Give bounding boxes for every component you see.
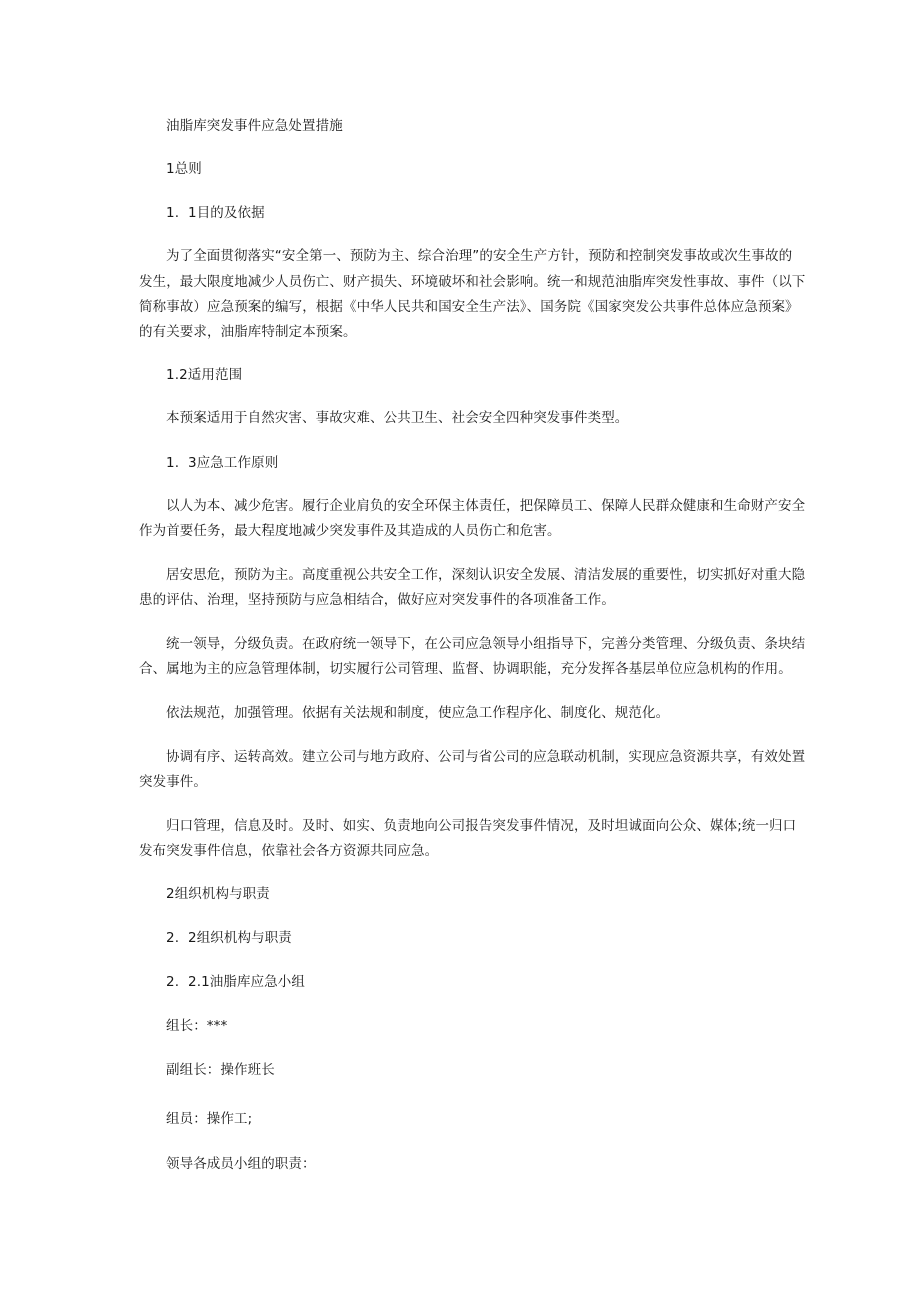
section-1-1-heading: 1目的及依据 (188, 205, 265, 221)
group-leader: 组长：*** (166, 1018, 228, 1034)
principle-prevention-line-1: 居安思危，预防为主。高度重视公共安全工作，深刻认识安全发展、清洁发展的重要性，切实抓好对重大隐 (166, 567, 806, 583)
section-2-2-1-heading: 2.1油脂库应急小组 (188, 974, 305, 990)
paragraph-purpose-line-2: 发生，最大限度地减少人员伤亡、财产损失、环境破坏和社会影响。统一和规范油脂库突发性事故、事件（以下 (139, 274, 806, 290)
group-vice-leader: 副组长：操作班长 (166, 1062, 275, 1078)
section-2-2-1-number: 2. (166, 974, 180, 990)
principle-information-line-1: 归口管理，信息及时。及时、如实、负责地向公司报告突发事件情况，及时坦诚面向公众、媒体;统一归口 (166, 818, 797, 834)
section-1-heading: 1总则 (166, 161, 202, 177)
paragraph-scope: 本预案适用于自然灾害、事故灾难、公共卫生、社会安全四种突发事件类型。 (166, 410, 629, 426)
section-2-2-heading: 2组织机构与职责 (188, 930, 292, 946)
document-title: 油脂库突发事件应急处置措施 (166, 118, 343, 134)
principle-people-line-2: 作为首要任务，最大程度地减少突发事件及其造成的人员伤亡和危害。 (139, 523, 561, 539)
section-1-1-number: 1. (166, 205, 180, 221)
section-2-heading: 2组织机构与职责 (166, 886, 270, 902)
paragraph-purpose-line-4: 的有关要求，油脂库特制定本预案。 (139, 324, 357, 340)
principle-coordination-line-1: 协调有序、运转高效。建立公司与地方政府、公司与省公司的应急联动机制，实现应急资源共享，有效处置 (166, 749, 806, 765)
section-2-2-number: 2. (166, 930, 180, 946)
section-1-3-heading: 3应急工作原则 (188, 455, 279, 471)
section-1-3-number: 1. (166, 455, 180, 471)
paragraph-purpose-line-3: 简称事故）应急预案的编写，根据《中华人民共和国安全生产法》、国务院《国家突发公共事件总体应急预案》 (139, 299, 799, 315)
section-1-2-heading: 1.2适用范围 (166, 367, 243, 383)
principle-leadership-line-1: 统一领导，分级负责。在政府统一领导下，在公司应急领导小组指导下，完善分类管理、分级负责、条块结 (166, 636, 806, 652)
group-duties-heading: 领导各成员小组的职责： (166, 1156, 316, 1172)
principle-leadership-line-2: 合、属地为主的应急管理体制，切实履行公司管理、监督、协调职能，充分发挥各基层单位应急机构的作用。 (139, 661, 792, 677)
principle-regulation: 依法规范，加强管理。依据有关法规和制度，使应急工作程序化、制度化、规范化。 (166, 705, 670, 721)
principle-people-line-1: 以人为本、减少危害。履行企业肩负的安全环保主体责任，把保障员工、保障人民群众健康和生命财产安全 (166, 498, 806, 514)
principle-prevention-line-2: 患的评估、治理，坚持预防与应急相结合，做好应对突发事件的各项准备工作。 (139, 592, 615, 608)
principle-information-line-2: 发布突发事件信息，依靠社会各方资源共同应急。 (139, 843, 439, 859)
paragraph-purpose-line-1: 为了全面贯彻落实“安全第一、预防为主、综合治理”的安全生产方针，预防和控制突发事故或次生事故的 (166, 248, 793, 264)
principle-coordination-line-2: 突发事件。 (139, 774, 207, 790)
group-members: 组员：操作工; (166, 1111, 253, 1127)
